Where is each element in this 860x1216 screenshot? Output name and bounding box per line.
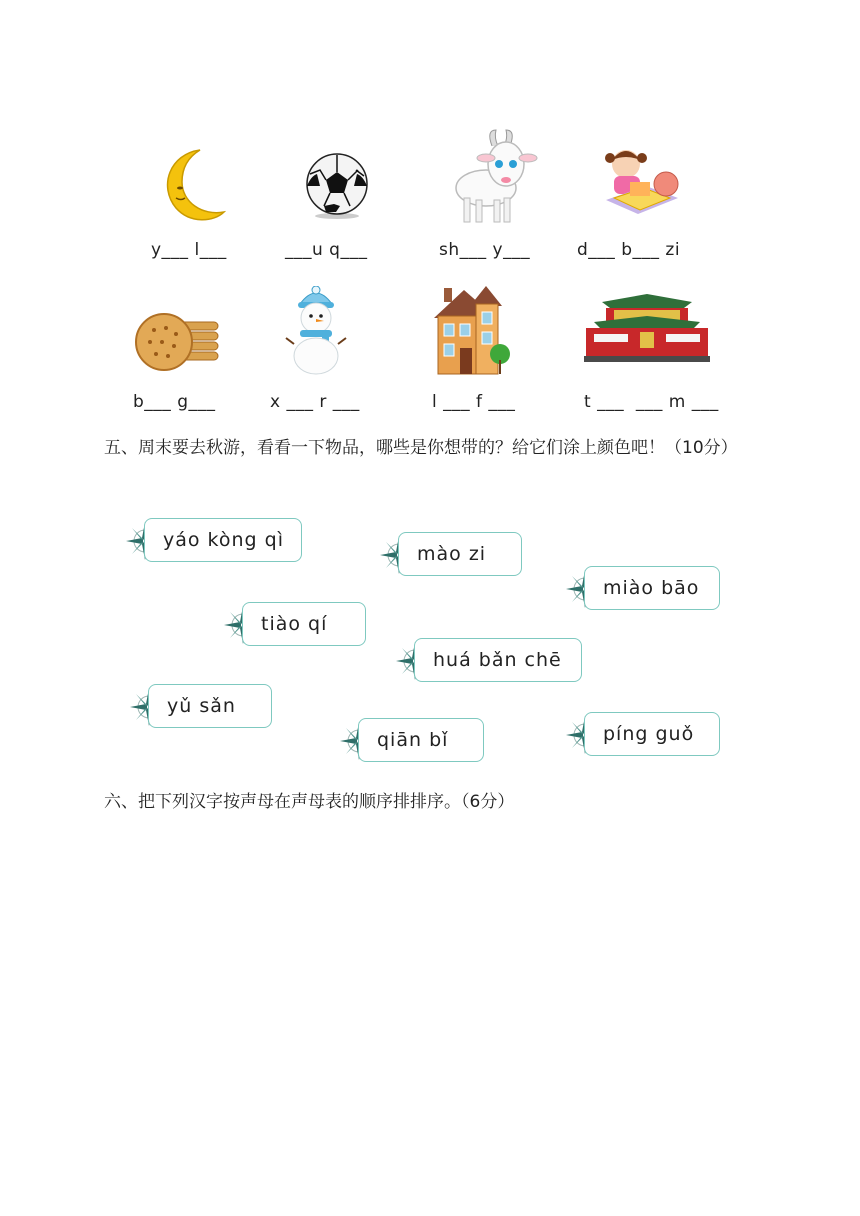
tag-bread[interactable] bbox=[564, 566, 722, 612]
moon-icon bbox=[156, 146, 226, 226]
pinyin-snowman: x ___ r ___ bbox=[270, 392, 360, 412]
question-6-title: 六、把下列汉字按声母在声母表的顺序排排序。（6分） bbox=[104, 792, 515, 812]
tag-label: yǔ sǎn bbox=[148, 684, 272, 728]
house-icon bbox=[430, 284, 512, 376]
tiananmen-icon bbox=[584, 294, 710, 364]
tag-label: qiān bǐ bbox=[358, 718, 484, 762]
tag-label: píng guǒ bbox=[584, 712, 720, 756]
tag-label: tiào qí bbox=[242, 602, 366, 646]
tag-scooter[interactable] bbox=[394, 638, 584, 684]
tag-remote-control[interactable] bbox=[124, 518, 308, 564]
pinyin-house: l ___ f ___ bbox=[432, 392, 516, 412]
biscuit-icon bbox=[134, 310, 224, 374]
soccer-ball-icon bbox=[304, 152, 370, 220]
tag-label: mào zi bbox=[398, 532, 522, 576]
question-5-title: 五、周末要去秋游，看看一下物品，哪些是你想带的？给它们涂上颜色吧！（10分） bbox=[104, 438, 738, 458]
goat-icon bbox=[452, 128, 538, 226]
pinyin-moon: y___ l___ bbox=[151, 240, 227, 260]
pinyin-biscuit: b___ g___ bbox=[133, 392, 216, 412]
tag-label: yáo kòng qì bbox=[144, 518, 302, 562]
snowman-icon bbox=[284, 286, 350, 376]
tag-apple[interactable] bbox=[564, 712, 722, 758]
tag-pencil[interactable] bbox=[338, 718, 486, 764]
tag-label: miào bāo bbox=[584, 566, 720, 610]
tag-umbrella[interactable] bbox=[128, 684, 274, 730]
pinyin-tiananmen: t ___ ___ m ___ bbox=[584, 392, 719, 412]
tag-jump-chess[interactable] bbox=[222, 602, 368, 648]
pinyin-cake: d___ b___ zi bbox=[577, 240, 681, 260]
tag-hat[interactable] bbox=[378, 532, 524, 578]
pinyin-goat: sh___ y___ bbox=[439, 240, 531, 260]
girl-with-cake-icon bbox=[600, 142, 684, 224]
tag-label: huá bǎn chē bbox=[414, 638, 582, 682]
pinyin-soccer-ball: ___u q___ bbox=[285, 240, 368, 260]
